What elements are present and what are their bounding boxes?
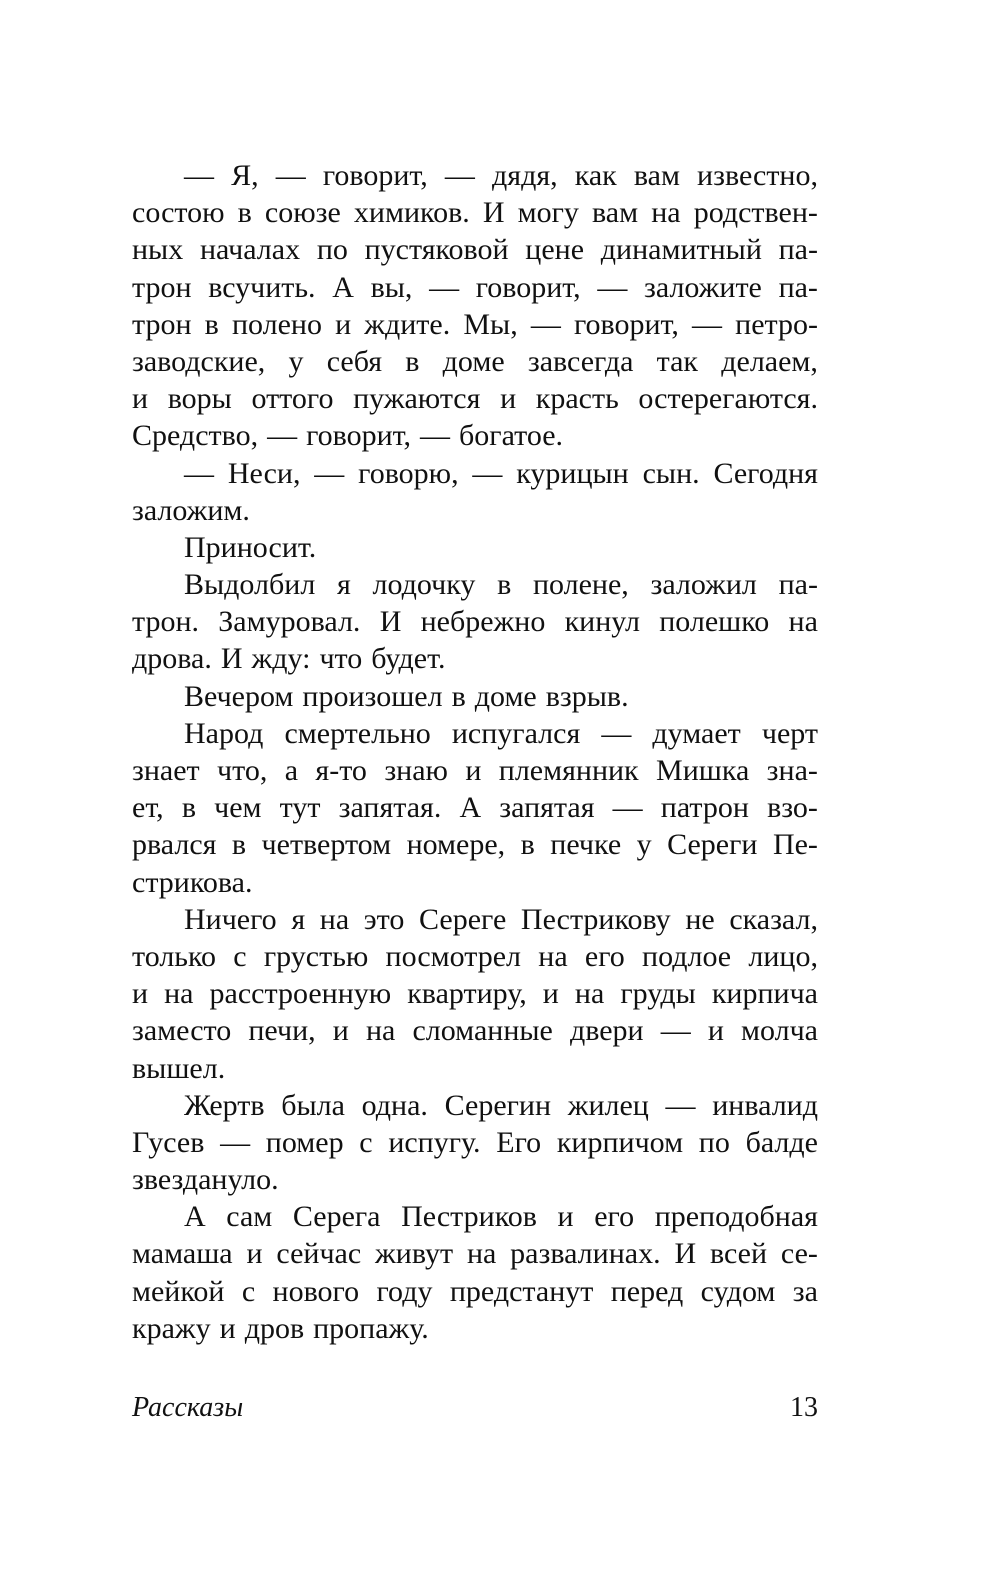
word: Замуровал. (218, 605, 361, 639)
word: — (444, 159, 475, 192)
word: Мы, (463, 307, 518, 341)
word: Серегин (444, 1088, 552, 1122)
word: чем (214, 791, 262, 825)
word: оттого (251, 382, 334, 416)
text-line (132, 343, 818, 380)
word: заложите (644, 270, 762, 304)
word: только (132, 939, 217, 973)
word: А (332, 270, 354, 304)
word: на (574, 977, 605, 1011)
word: Пе- (772, 828, 818, 862)
word: всучить. (208, 270, 316, 304)
word: взо- (767, 791, 818, 825)
word: в (231, 828, 247, 862)
running-head: Рассказы (132, 1392, 244, 1423)
word: А (459, 791, 482, 825)
word: на (365, 1014, 396, 1048)
word: кражу (132, 1311, 211, 1345)
word: испугу. (388, 1125, 481, 1159)
word: Сереги (667, 828, 758, 862)
text-line (132, 1310, 818, 1347)
word: па- (778, 270, 818, 304)
word: говорю, (358, 456, 459, 490)
text-line (132, 269, 818, 306)
word: Серега (292, 1200, 381, 1234)
word: и (707, 1014, 724, 1048)
word: цене (525, 233, 585, 267)
word: и (132, 382, 149, 416)
word: говорит, (322, 159, 428, 192)
text-line (132, 938, 818, 975)
word: и (557, 1200, 574, 1234)
text-line (132, 640, 818, 677)
text-line (132, 864, 818, 901)
word: завсегда (527, 344, 634, 378)
word: заложим. (132, 493, 250, 527)
word: знает (132, 754, 200, 787)
text-line (132, 1124, 818, 1161)
word: остерегаются. (638, 382, 818, 416)
word: началах (199, 233, 301, 267)
word: живут (375, 1237, 454, 1271)
word: доме (474, 679, 537, 713)
word: вы, (370, 270, 413, 304)
word: ных (132, 233, 184, 267)
word: — (597, 270, 628, 304)
word: Мишка (656, 754, 750, 787)
word: лицо, (748, 939, 818, 973)
word: вам (592, 196, 639, 230)
word: курицын (516, 456, 629, 490)
word: это (363, 902, 405, 936)
word: Средство, (132, 419, 259, 453)
word: химиков. (353, 196, 470, 230)
word: состою (132, 196, 225, 230)
word: — (267, 419, 298, 453)
text-line (132, 455, 818, 492)
word: — (275, 159, 306, 192)
text-line (132, 380, 818, 417)
word: патрон (660, 791, 749, 825)
word: пустяковой (364, 233, 509, 267)
word: по (698, 1125, 730, 1159)
text-line (132, 715, 818, 752)
word: предстанут (449, 1274, 594, 1308)
word: двери (569, 1014, 644, 1048)
word: племянник (498, 754, 639, 787)
word: — (184, 456, 214, 490)
word: динамитный (600, 233, 762, 267)
word: номере, (406, 828, 506, 862)
word: — (472, 456, 503, 490)
word: на (538, 939, 568, 973)
word: на (164, 977, 194, 1011)
word: — (660, 1014, 691, 1048)
word: подлое (642, 939, 732, 973)
word: и (332, 1014, 349, 1048)
word: трон. (132, 605, 200, 639)
word: — (692, 307, 723, 341)
word: — (665, 1088, 696, 1122)
word: произошел (302, 679, 443, 713)
word: сказал, (729, 902, 818, 936)
word: что, (217, 754, 268, 787)
word: сын. (642, 456, 700, 490)
word: с (359, 1125, 373, 1159)
word: полешко (659, 605, 770, 639)
word: делаем, (721, 344, 818, 378)
text-line (132, 789, 818, 826)
word: нового (272, 1274, 360, 1308)
word: па- (778, 233, 818, 267)
text-line (132, 231, 818, 268)
word: союзе (264, 196, 341, 230)
word: сломанные (412, 1014, 553, 1048)
word: Гусев (132, 1125, 205, 1159)
word: себя (326, 344, 383, 378)
word: с (233, 939, 247, 973)
word: а (284, 754, 299, 787)
word: так (656, 344, 699, 378)
word: ет, (132, 791, 164, 825)
word: — (184, 159, 214, 192)
word: говорит, (475, 270, 581, 304)
word: не (685, 902, 715, 936)
word: по (316, 233, 348, 267)
word: взрыв. (545, 679, 629, 713)
word: в (451, 679, 466, 713)
word: я (337, 568, 351, 602)
word: мейкой (132, 1274, 225, 1308)
word: развалинах. (510, 1237, 661, 1271)
word: в (237, 196, 252, 230)
word: И (220, 642, 243, 676)
word: дрова. (132, 642, 212, 676)
word: Я, (231, 159, 259, 192)
word: полено (231, 307, 322, 341)
word: на (788, 605, 818, 639)
word: испугался (451, 716, 581, 750)
word: одна. (361, 1088, 428, 1122)
word: Жертв (184, 1088, 265, 1122)
text-line (132, 975, 818, 1012)
text-line (132, 157, 818, 194)
text-line (132, 194, 818, 231)
word: печи, (248, 1014, 316, 1048)
word: в (520, 828, 535, 862)
word: заложил (650, 568, 757, 602)
word: дров (244, 1311, 305, 1345)
word: балде (745, 1125, 818, 1159)
word: и (335, 307, 352, 341)
word: четвертом (261, 828, 392, 862)
text-line (132, 1235, 818, 1272)
text-line (132, 1273, 818, 1310)
word: запятая. (338, 791, 442, 825)
text-line (132, 901, 818, 938)
word: Выдолбил (184, 568, 316, 602)
word: я (291, 902, 306, 936)
word: смертельно (284, 716, 431, 750)
word: грустью (263, 939, 369, 973)
text-line (132, 529, 818, 566)
body-text (132, 157, 818, 1347)
word: И (482, 196, 505, 230)
word: преподобная (654, 1200, 818, 1234)
word: знаю (384, 754, 448, 787)
word: — (420, 419, 451, 453)
word: — (530, 307, 561, 341)
word: кинул (564, 605, 640, 639)
word: трон (132, 307, 192, 341)
word: Народ (184, 716, 264, 750)
word: заводские, (132, 344, 266, 378)
word: Пестрикову (520, 902, 671, 936)
word: сейчас (276, 1237, 362, 1271)
word: запятая (499, 791, 595, 825)
word: и (246, 1237, 263, 1271)
text-line (132, 603, 818, 640)
word: — (220, 1125, 251, 1159)
word: жилец (567, 1088, 649, 1122)
word: расстроенную (209, 977, 392, 1011)
word: Ничего (184, 902, 277, 936)
text-line (132, 752, 818, 789)
word: Вечером (184, 679, 294, 713)
word: что (319, 642, 363, 676)
word: и (500, 382, 517, 416)
word: на (319, 902, 350, 936)
word: петро- (735, 307, 818, 341)
word: воры (167, 382, 232, 416)
word: звездануло. (132, 1163, 279, 1197)
word: Пестриков (401, 1200, 537, 1234)
word: — (429, 270, 460, 304)
page-footer (132, 1388, 818, 1428)
text-line (132, 306, 818, 343)
word: красть (535, 382, 619, 416)
word: доме (442, 344, 505, 378)
word: Его (496, 1125, 542, 1159)
word: за (792, 1274, 818, 1308)
word: говорит, (306, 419, 412, 453)
word: трон (132, 270, 192, 304)
word: и (132, 977, 149, 1011)
word: небрежно (420, 605, 546, 639)
word: могу (517, 196, 579, 230)
word: Неси, (227, 456, 301, 490)
word: рвался (132, 828, 217, 862)
word: заместо (132, 1014, 232, 1048)
word: стрикова. (132, 865, 253, 899)
word: году (376, 1274, 433, 1308)
word: — (601, 716, 632, 750)
word: — (314, 456, 345, 490)
word: будет. (371, 642, 446, 676)
word: судом (700, 1274, 776, 1308)
word: богатое. (459, 419, 564, 453)
word: черт (761, 716, 818, 750)
word: квартиру, (407, 977, 527, 1011)
word: в (181, 791, 196, 825)
word: с (241, 1274, 256, 1308)
word: па- (778, 568, 818, 602)
word: его (594, 1200, 635, 1234)
text-line (132, 1012, 818, 1049)
word: на (651, 196, 681, 230)
word: как (574, 159, 617, 192)
word: думает (652, 716, 741, 750)
word: дядя, (492, 159, 558, 192)
word: груды (620, 977, 696, 1011)
word: зна- (766, 754, 818, 787)
word: у (288, 344, 304, 378)
word: на (466, 1237, 497, 1271)
word: А (184, 1200, 206, 1234)
text-line (132, 1198, 818, 1235)
word: сам (226, 1200, 273, 1234)
word: лодочку (372, 568, 476, 602)
word: печке (550, 828, 622, 862)
word: се- (780, 1237, 818, 1271)
word: кирпичом (556, 1125, 684, 1159)
word: посмотрел (385, 939, 522, 973)
word: ждите. (364, 307, 451, 341)
word: и (465, 754, 482, 787)
word: пропажу. (313, 1311, 429, 1345)
word: Сереге (419, 902, 507, 936)
page-number: 13 (790, 1392, 818, 1423)
word: — (612, 791, 643, 825)
word: я-то (315, 754, 367, 787)
text-line (132, 417, 818, 454)
word: Приносит. (184, 530, 317, 564)
text-line (132, 678, 818, 715)
text-line (132, 826, 818, 863)
word: молча (741, 1014, 818, 1048)
word: инвалид (712, 1088, 818, 1122)
text-line (132, 492, 818, 529)
word: его (584, 939, 625, 973)
word: И (674, 1237, 697, 1271)
text-line (132, 1050, 818, 1087)
text-line (132, 1161, 818, 1198)
word: пужаются (353, 382, 481, 416)
word: была (281, 1088, 345, 1122)
word: в (204, 307, 219, 341)
word: полене, (532, 568, 629, 602)
word: И (379, 605, 402, 639)
word: и (219, 1311, 236, 1345)
word: помер (265, 1125, 344, 1159)
word: у (636, 828, 652, 862)
word: Сегодня (713, 456, 818, 490)
word: в (405, 344, 420, 378)
word: известно, (697, 159, 818, 192)
text-line (132, 566, 818, 603)
word: перед (610, 1274, 684, 1308)
word: всей (709, 1237, 768, 1271)
word: жду: (251, 642, 311, 676)
word: родствен- (693, 196, 818, 230)
word: вышел. (132, 1051, 226, 1085)
word: мамаша (132, 1237, 233, 1271)
text-line (132, 1087, 818, 1124)
word: и (542, 977, 559, 1011)
word: тут (279, 791, 321, 825)
word: говорит, (573, 307, 679, 341)
word: вам (633, 159, 680, 192)
word: кирпича (711, 977, 818, 1011)
word: в (497, 568, 512, 602)
